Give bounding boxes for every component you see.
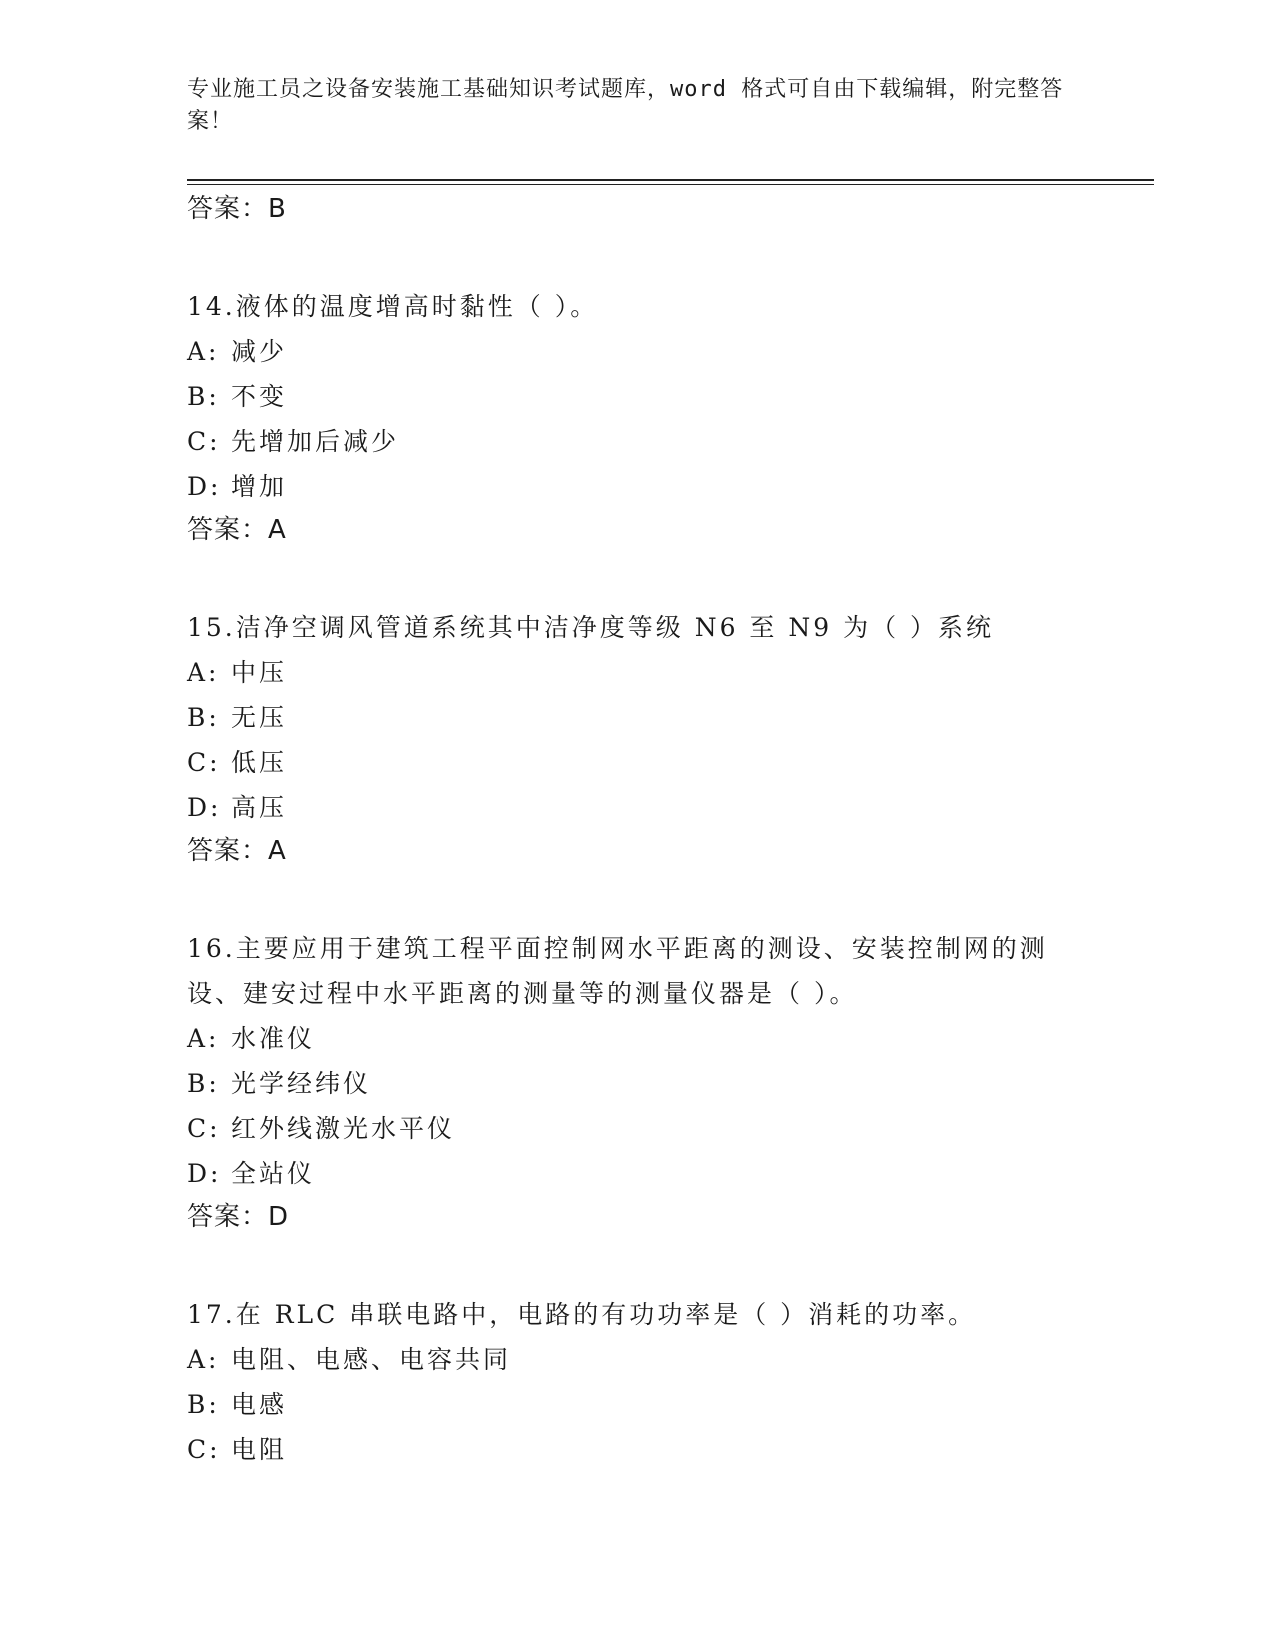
option-text: 电阻: [231, 1435, 288, 1464]
option-text: 减少: [231, 337, 288, 366]
option-a: [187, 1337, 1087, 1382]
option-text: 电阻、电感、电容共同: [231, 1345, 512, 1374]
answer-label: 答案：A: [187, 836, 287, 866]
option-letter: B:: [187, 382, 220, 411]
option-d: [187, 1151, 1087, 1196]
question-item: [187, 1292, 1087, 1472]
option-text: 光学经纬仪: [231, 1069, 372, 1098]
option-letter: B:: [187, 1069, 220, 1098]
option-c: [187, 1427, 1087, 1472]
option-text: 增加: [231, 472, 288, 501]
answer-label: 答案：A: [187, 515, 287, 545]
option-text: 无压: [231, 703, 288, 732]
question-item: [187, 284, 1087, 547]
option-text: 低压: [231, 748, 288, 777]
question-stem: 17.在 RLC 串联电路中，电路的有功功率是（ ）消耗的功率。: [187, 1300, 977, 1329]
option-c: [187, 1106, 1087, 1151]
option-a: [187, 650, 1087, 695]
answer-label: 答案：B: [187, 194, 287, 224]
option-letter: C:: [187, 1114, 221, 1143]
option-b: [187, 1061, 1087, 1106]
option-c: [187, 740, 1087, 785]
option-letter: D:: [187, 793, 222, 822]
option-letter: B:: [187, 1390, 220, 1419]
option-letter: C:: [187, 748, 221, 777]
option-c: [187, 419, 1087, 464]
option-letter: A:: [187, 658, 220, 687]
option-a: [187, 1016, 1087, 1061]
answer-label: 答案：D: [187, 1202, 290, 1232]
question-item: [187, 926, 1087, 1234]
header-divider-thick: [187, 179, 1154, 181]
option-text: 全站仪: [231, 1159, 316, 1188]
option-letter: C:: [187, 427, 221, 456]
question-stem: 15.洁净空调风管道系统其中洁净度等级 N6 至 N9 为（ ）系统: [187, 613, 995, 642]
option-letter: D:: [187, 1159, 222, 1188]
option-d: [187, 464, 1087, 509]
option-b: [187, 374, 1087, 419]
option-letter: A:: [187, 1345, 220, 1374]
option-letter: B:: [187, 703, 220, 732]
page-header-title: 专业施工员之设备安装施工基础知识考试题库，word 格式可自由下载编辑，附完整答案！: [187, 77, 1064, 134]
header-divider-thin: [187, 184, 1154, 185]
option-text: 中压: [231, 658, 288, 687]
option-text: 先增加后减少: [231, 427, 400, 456]
option-d: [187, 785, 1087, 830]
question-list: [187, 192, 1087, 1472]
option-a: [187, 329, 1087, 374]
option-text: 电感: [231, 1390, 288, 1419]
option-b: [187, 1382, 1087, 1427]
option-letter: C:: [187, 1435, 221, 1464]
question-stem: 16.主要应用于建筑工程平面控制网水平距离的测设、安装控制网的测设、建安过程中水平距离的测量等的测量仪器是（ ）。: [187, 934, 1048, 1008]
question-item: [187, 605, 1087, 868]
option-text: 水准仪: [231, 1024, 316, 1053]
option-letter: D:: [187, 472, 222, 501]
option-text: 红外线激光水平仪: [231, 1114, 456, 1143]
option-text: 不变: [231, 382, 288, 411]
option-letter: A:: [187, 1024, 220, 1053]
option-letter: A:: [187, 337, 220, 366]
question-stem: 14.液体的温度增高时黏性（ ）。: [187, 292, 599, 321]
option-b: [187, 695, 1087, 740]
option-text: 高压: [231, 793, 288, 822]
